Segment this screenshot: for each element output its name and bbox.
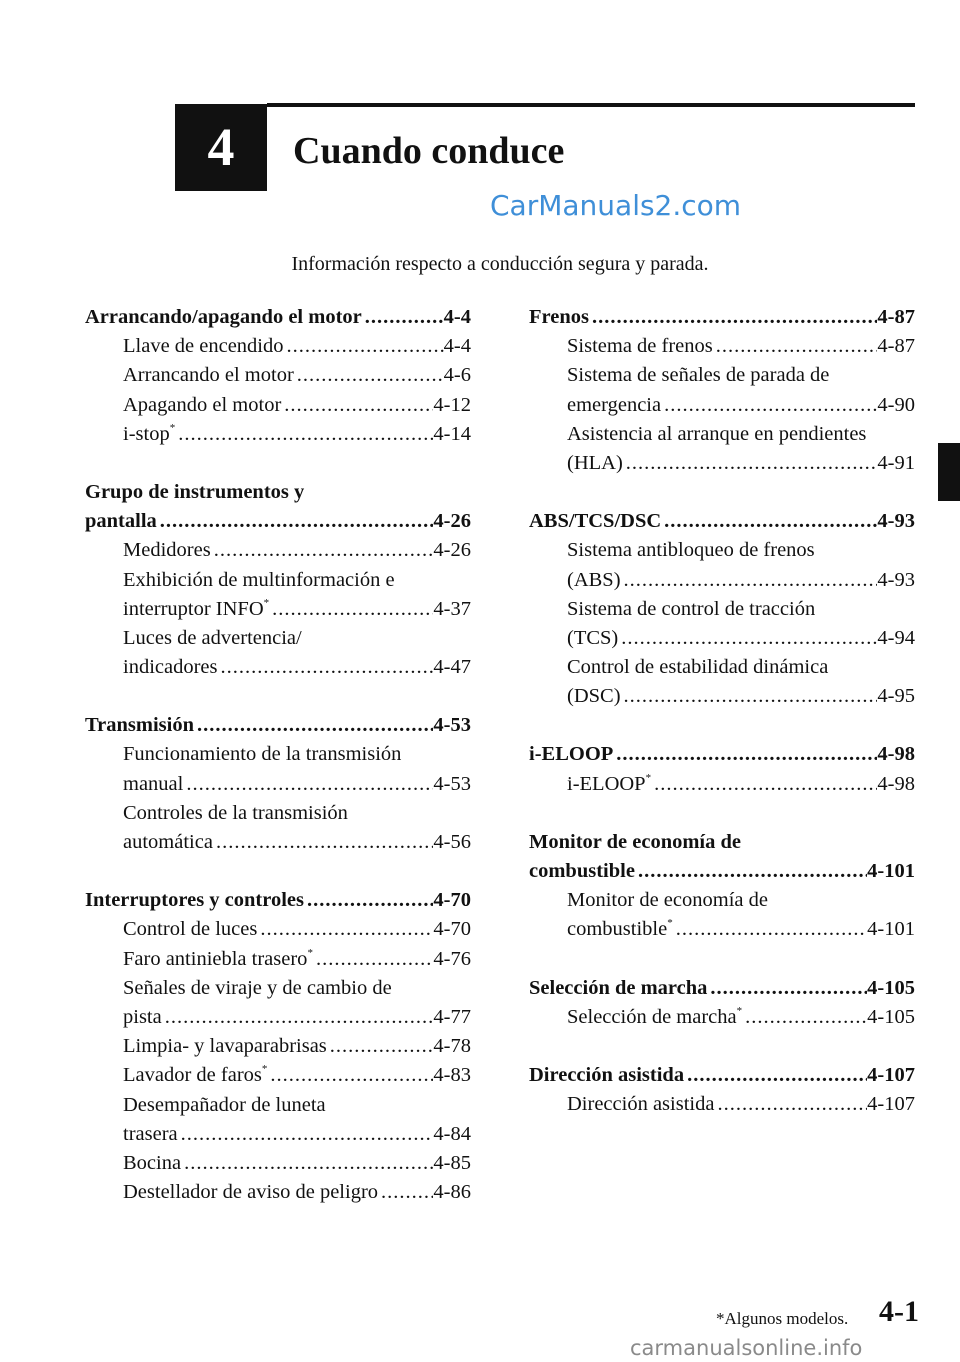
toc-entry-title bbox=[123, 624, 302, 653]
toc-entry-text: Arrancando el motor bbox=[123, 364, 294, 387]
toc-page-ref[interactable]: 4-98 bbox=[877, 772, 915, 795]
toc-entry bbox=[529, 653, 915, 682]
toc-entry[interactable] bbox=[85, 770, 471, 799]
toc-page-ref[interactable]: 4-12 bbox=[433, 393, 471, 416]
toc-entry-text: Destellador de aviso de peligro bbox=[123, 1181, 379, 1204]
toc-entry-text: Bocina bbox=[123, 1151, 182, 1174]
toc-entry-title bbox=[567, 449, 623, 478]
toc-page-ref[interactable]: 4-26 bbox=[433, 539, 471, 562]
toc-entry[interactable] bbox=[85, 361, 471, 390]
toc-entry[interactable] bbox=[85, 945, 471, 974]
toc-entry-title bbox=[123, 361, 294, 390]
toc-page-ref[interactable]: 4-85 bbox=[433, 1151, 471, 1174]
toc-entry[interactable] bbox=[85, 653, 471, 682]
toc-entry bbox=[85, 1091, 471, 1120]
toc-page-ref[interactable]: 4-107 bbox=[867, 1063, 915, 1086]
toc-entry[interactable] bbox=[85, 391, 471, 420]
toc-heading[interactable] bbox=[529, 1061, 915, 1090]
footnote-asterisk: * bbox=[263, 596, 270, 609]
dot-leader bbox=[194, 711, 433, 740]
toc-entry-text: Selección de marcha bbox=[529, 976, 708, 999]
toc-entry-text: Arrancando/apagando el motor bbox=[85, 306, 362, 328]
dot-leader bbox=[175, 420, 433, 449]
toc-entry-title bbox=[85, 886, 304, 915]
footnote: *Algunos modelos. bbox=[716, 1309, 849, 1328]
toc-entry[interactable] bbox=[85, 1061, 471, 1090]
toc-entry-title bbox=[123, 974, 392, 1003]
dot-leader bbox=[621, 566, 878, 595]
toc-entry-text: Desempañador de luneta bbox=[123, 1093, 326, 1116]
toc-section bbox=[85, 303, 471, 449]
toc-entry bbox=[529, 536, 915, 565]
dot-leader bbox=[183, 770, 433, 799]
toc-page-ref[interactable]: 4-107 bbox=[867, 1093, 915, 1116]
dot-leader bbox=[613, 740, 877, 769]
toc-heading[interactable] bbox=[529, 507, 915, 536]
toc-entry-title bbox=[567, 1090, 714, 1119]
toc-entry-title bbox=[567, 595, 815, 624]
toc-entry-text: Control de luces bbox=[123, 918, 258, 941]
toc-page-ref[interactable]: 4-86 bbox=[433, 1181, 471, 1204]
toc-entry[interactable] bbox=[85, 1003, 471, 1032]
toc-heading[interactable] bbox=[529, 974, 915, 1003]
toc-page-ref[interactable]: 4-87 bbox=[877, 306, 915, 328]
toc-entry-title bbox=[567, 420, 866, 449]
toc-heading bbox=[529, 828, 915, 857]
toc-page-ref[interactable]: 4-47 bbox=[433, 656, 471, 679]
toc-entry-title bbox=[123, 391, 281, 420]
toc-page-ref[interactable]: 4-94 bbox=[877, 626, 915, 649]
toc-entry-title bbox=[123, 332, 284, 361]
toc-entry[interactable] bbox=[529, 332, 915, 361]
chapter-intro: Información respecto a conducción segura y parada. bbox=[291, 253, 709, 275]
toc-entry-text: ABS/TCS/DSC bbox=[529, 510, 662, 533]
dot-leader bbox=[623, 449, 878, 478]
toc-entry-text: combustible bbox=[529, 860, 635, 882]
dot-leader bbox=[294, 361, 444, 390]
toc-page-ref[interactable]: 4-105 bbox=[867, 976, 915, 999]
toc-entry-title bbox=[529, 1061, 684, 1090]
toc-entry-title bbox=[529, 828, 741, 857]
toc-entry bbox=[85, 799, 471, 828]
toc-entry[interactable] bbox=[85, 595, 471, 624]
toc-entry[interactable] bbox=[529, 1090, 915, 1119]
toc-entry-title bbox=[123, 1003, 162, 1032]
toc-entry-title bbox=[85, 507, 157, 536]
toc-entry-text: Selección de marcha bbox=[567, 1005, 737, 1028]
toc-entry[interactable] bbox=[85, 536, 471, 565]
toc-page-ref[interactable]: 4-91 bbox=[877, 451, 915, 474]
toc-entry[interactable] bbox=[529, 915, 915, 944]
toc-page-ref[interactable]: 4-101 bbox=[867, 860, 915, 882]
toc-entry-title bbox=[123, 1032, 327, 1061]
toc-entry-text: Medidores bbox=[123, 539, 211, 562]
toc-entry-text: Transmisión bbox=[85, 714, 194, 737]
toc-entry-title bbox=[85, 478, 304, 507]
toc-entry-title bbox=[123, 1149, 181, 1178]
watermark-bottom[interactable]: carmanualsonline.info bbox=[630, 1336, 863, 1360]
footnote-asterisk: * bbox=[307, 946, 313, 959]
toc-entry[interactable] bbox=[529, 449, 915, 478]
toc-entry-text: pista bbox=[123, 1005, 162, 1028]
toc-entry[interactable] bbox=[529, 624, 915, 653]
chapter-number: 4 bbox=[207, 117, 235, 177]
toc-heading[interactable] bbox=[85, 507, 471, 536]
toc-entry-title bbox=[529, 974, 707, 1003]
toc-entry-title bbox=[123, 799, 348, 828]
toc-heading[interactable] bbox=[85, 886, 471, 915]
dot-leader bbox=[651, 770, 877, 799]
toc-entry-text: Frenos bbox=[529, 306, 589, 328]
toc-entry-text: Dirección asistida bbox=[529, 1063, 685, 1086]
toc-entry[interactable] bbox=[529, 566, 915, 595]
toc-entry-title bbox=[123, 915, 257, 944]
toc-page-ref[interactable]: 4-105 bbox=[867, 1005, 915, 1028]
toc-entry-text: interruptor INFO bbox=[123, 597, 264, 620]
toc-entry-text: Interruptores y controles bbox=[85, 889, 305, 912]
toc-entry bbox=[85, 566, 471, 595]
dot-leader bbox=[257, 915, 433, 944]
page-number: 4-1 bbox=[879, 1295, 919, 1328]
dot-leader bbox=[162, 1003, 434, 1032]
footnote-asterisk: * bbox=[667, 917, 673, 930]
toc-entry-text: Monitor de economía de bbox=[567, 889, 768, 912]
footnote-asterisk: * bbox=[736, 1004, 743, 1017]
footnote-asterisk: * bbox=[169, 421, 176, 434]
toc-entry[interactable] bbox=[529, 682, 915, 711]
toc-entry-title bbox=[123, 420, 175, 449]
dot-leader bbox=[178, 1120, 434, 1149]
toc-entry-text: Asistencia al arranque en pendientes bbox=[567, 422, 867, 445]
toc-section bbox=[85, 886, 471, 1207]
dot-leader bbox=[661, 391, 877, 420]
dot-leader bbox=[267, 1061, 433, 1090]
toc-entry-title bbox=[123, 945, 313, 974]
chapter-thumb-tab bbox=[938, 443, 960, 501]
toc-entry-text: Grupo de instrumentos y bbox=[85, 480, 305, 503]
toc-entry-text: Luces de advertencia/ bbox=[123, 626, 302, 649]
toc-entry-title bbox=[567, 361, 829, 390]
dot-leader bbox=[327, 1032, 434, 1061]
dot-leader bbox=[218, 653, 434, 682]
toc-entry-text: i-ELOOP bbox=[529, 743, 614, 766]
toc-entry-text: Sistema de control de tracción bbox=[567, 597, 816, 620]
dot-leader bbox=[742, 1003, 867, 1032]
toc-section bbox=[529, 303, 915, 478]
footnote-asterisk: * bbox=[645, 771, 652, 784]
toc-entry-title bbox=[123, 653, 218, 682]
toc-entry-title bbox=[567, 566, 621, 595]
toc-entry[interactable] bbox=[529, 391, 915, 420]
toc-heading[interactable] bbox=[529, 303, 915, 332]
dot-leader bbox=[181, 1149, 433, 1178]
toc-page-ref[interactable]: 4-76 bbox=[433, 947, 471, 970]
toc-heading bbox=[85, 478, 471, 507]
toc-heading[interactable] bbox=[85, 303, 471, 332]
toc-entry[interactable] bbox=[529, 1003, 915, 1032]
toc-entry-text: Sistema antibloqueo de frenos bbox=[567, 539, 815, 562]
footnote-asterisk: * bbox=[261, 1063, 268, 1076]
toc-entry-title bbox=[123, 1091, 326, 1120]
toc-section bbox=[529, 1061, 915, 1119]
toc-entry-title bbox=[529, 740, 613, 769]
toc-entry bbox=[85, 974, 471, 1003]
toc-section bbox=[529, 828, 915, 945]
toc-entry-title bbox=[529, 507, 661, 536]
toc-entry-title bbox=[529, 303, 589, 332]
toc-entry[interactable] bbox=[85, 332, 471, 361]
dot-leader bbox=[618, 624, 877, 653]
dot-leader bbox=[707, 974, 867, 1003]
chapter-title: Cuando conduce bbox=[293, 130, 565, 172]
dot-leader bbox=[684, 1061, 867, 1090]
toc-page-ref[interactable]: 4-84 bbox=[433, 1122, 471, 1145]
dot-leader bbox=[378, 1178, 433, 1207]
toc-entry-title bbox=[567, 332, 713, 361]
toc-page-ref[interactable]: 4-78 bbox=[433, 1035, 471, 1058]
toc-entry-title bbox=[529, 857, 635, 886]
toc-page-ref[interactable]: 4-87 bbox=[877, 335, 915, 358]
toc-entry bbox=[529, 595, 915, 624]
toc-entry-text: Controles de la transmisión bbox=[123, 801, 348, 824]
toc-left-column bbox=[85, 303, 471, 1236]
toc-entry-title bbox=[567, 653, 828, 682]
toc-entry bbox=[85, 624, 471, 653]
toc-entry-title bbox=[123, 566, 395, 595]
toc-entry-text: i-ELOOP bbox=[567, 772, 646, 795]
toc-page-ref[interactable]: 4-14 bbox=[433, 422, 471, 445]
toc-page-ref[interactable]: 4-93 bbox=[877, 568, 915, 591]
toc-entry-text: combustible bbox=[567, 918, 668, 941]
toc-entry-title bbox=[123, 1120, 178, 1149]
toc-entry-text: Sistema de frenos bbox=[567, 335, 713, 358]
toc-entry-text: Monitor de economía de bbox=[529, 830, 741, 853]
toc-entry-title bbox=[567, 624, 618, 653]
toc-entry bbox=[529, 361, 915, 390]
dot-leader bbox=[157, 507, 434, 536]
toc-page-ref[interactable]: 4-70 bbox=[433, 889, 471, 912]
dot-leader bbox=[661, 507, 877, 536]
toc-section bbox=[529, 974, 915, 1032]
toc-page-ref[interactable]: 4-83 bbox=[433, 1064, 471, 1087]
dot-leader bbox=[284, 332, 444, 361]
toc-heading[interactable] bbox=[529, 740, 915, 769]
toc-entry-title bbox=[567, 391, 661, 420]
dot-leader bbox=[589, 303, 877, 332]
toc-entry-text: automática bbox=[123, 831, 213, 853]
toc-entry-title bbox=[85, 711, 194, 740]
toc-entry-text: trasera bbox=[123, 1122, 178, 1145]
toc-entry-text: Dirección asistida bbox=[567, 1093, 715, 1116]
toc-section bbox=[529, 507, 915, 711]
chapter-number-box bbox=[175, 104, 267, 191]
toc-entry-text: i-stop bbox=[123, 422, 170, 445]
toc-entry-text: emergencia bbox=[567, 393, 662, 416]
toc-entry-text: Limpia- y lavaparabrisas bbox=[123, 1035, 327, 1058]
toc-entry-text: Control de estabilidad dinámica bbox=[567, 656, 829, 679]
toc-entry-text: manual bbox=[123, 772, 184, 795]
dot-leader bbox=[362, 303, 444, 332]
dot-leader bbox=[304, 886, 433, 915]
dot-leader bbox=[313, 945, 433, 974]
toc-entry[interactable] bbox=[85, 1149, 471, 1178]
toc-entry-text: Señales de viraje y de cambio de bbox=[123, 976, 392, 999]
toc-entry-title bbox=[123, 536, 211, 565]
toc-page-ref[interactable]: 4-56 bbox=[433, 831, 471, 853]
dot-leader bbox=[269, 595, 433, 624]
toc-entry-text: Funcionamiento de la transmisión bbox=[123, 743, 402, 766]
toc-entry bbox=[85, 740, 471, 769]
toc-section bbox=[85, 711, 471, 857]
toc-entry bbox=[529, 420, 915, 449]
toc-entry-title bbox=[567, 915, 673, 944]
toc-entry-text: Sistema de señales de parada de bbox=[567, 364, 830, 387]
toc-entry-text: Apagando el motor bbox=[123, 393, 282, 416]
toc-entry[interactable] bbox=[85, 1120, 471, 1149]
toc-right-column bbox=[529, 303, 915, 1148]
toc-entry-title bbox=[567, 682, 621, 711]
toc-entry-text: (HLA) bbox=[567, 451, 623, 474]
header-rule bbox=[267, 103, 915, 107]
dot-leader bbox=[714, 1090, 867, 1119]
toc-entry-title bbox=[123, 740, 401, 769]
toc-page-ref[interactable]: 4-53 bbox=[433, 714, 471, 737]
toc-entry-title bbox=[123, 1178, 378, 1207]
toc-entry-title bbox=[123, 1061, 267, 1090]
toc-page-ref[interactable]: 4-6 bbox=[443, 364, 471, 387]
toc-page-ref[interactable]: 4-77 bbox=[433, 1005, 471, 1028]
toc-page-ref[interactable]: 4-101 bbox=[867, 918, 915, 941]
toc-entry-title bbox=[123, 595, 269, 624]
toc-page-ref[interactable]: 4-90 bbox=[877, 393, 915, 416]
toc-entry-title bbox=[567, 886, 768, 915]
toc-entry[interactable] bbox=[529, 770, 915, 799]
toc-page-ref[interactable]: 4-53 bbox=[433, 772, 471, 795]
dot-leader bbox=[281, 391, 433, 420]
toc-entry-text: Lavador de faros bbox=[123, 1064, 262, 1087]
dot-leader bbox=[213, 828, 433, 857]
toc-entry-title bbox=[123, 828, 213, 857]
toc-page-ref[interactable]: 4-93 bbox=[877, 510, 915, 533]
toc-entry[interactable] bbox=[85, 915, 471, 944]
dot-leader bbox=[673, 915, 867, 944]
toc-entry-text: Exhibición de multinformación e bbox=[123, 568, 395, 591]
toc-entry-title bbox=[567, 770, 651, 799]
toc-entry-text: Faro antiniebla trasero bbox=[123, 947, 308, 970]
toc-page-ref[interactable]: 4-4 bbox=[443, 306, 471, 328]
watermark-top[interactable]: CarManuals2.com bbox=[490, 189, 742, 222]
dot-leader bbox=[621, 682, 878, 711]
toc-page-ref[interactable]: 4-98 bbox=[877, 743, 915, 766]
toc-entry-text: pantalla bbox=[85, 510, 157, 533]
toc-page-ref[interactable]: 4-70 bbox=[433, 918, 471, 941]
toc-section bbox=[85, 478, 471, 682]
toc-entry[interactable] bbox=[85, 1032, 471, 1061]
toc-heading[interactable] bbox=[529, 857, 915, 886]
dot-leader bbox=[211, 536, 434, 565]
toc-entry-text: (TCS) bbox=[567, 626, 619, 649]
toc-page-ref[interactable]: 4-26 bbox=[433, 510, 471, 533]
toc-entry-text: (DSC) bbox=[567, 685, 621, 708]
toc-heading[interactable] bbox=[85, 711, 471, 740]
toc-entry-text: indicadores bbox=[123, 656, 218, 679]
toc-page-ref[interactable]: 4-95 bbox=[877, 685, 915, 708]
toc-entry-title bbox=[123, 770, 183, 799]
toc-page-ref[interactable]: 4-4 bbox=[443, 335, 471, 358]
toc-entry-text: Llave de encendido bbox=[123, 335, 284, 358]
toc-entry-title bbox=[567, 1003, 742, 1032]
dot-leader bbox=[713, 332, 878, 361]
toc-entry[interactable] bbox=[85, 1178, 471, 1207]
toc-page-ref[interactable]: 4-37 bbox=[433, 597, 471, 620]
toc-entry bbox=[529, 886, 915, 915]
dot-leader bbox=[635, 857, 867, 886]
toc-entry-title bbox=[567, 536, 815, 565]
toc-entry-title bbox=[85, 303, 362, 332]
toc-entry[interactable] bbox=[85, 828, 471, 857]
toc-entry-text: (ABS) bbox=[567, 568, 621, 591]
toc-entry[interactable] bbox=[85, 420, 471, 449]
toc-section bbox=[529, 740, 915, 798]
